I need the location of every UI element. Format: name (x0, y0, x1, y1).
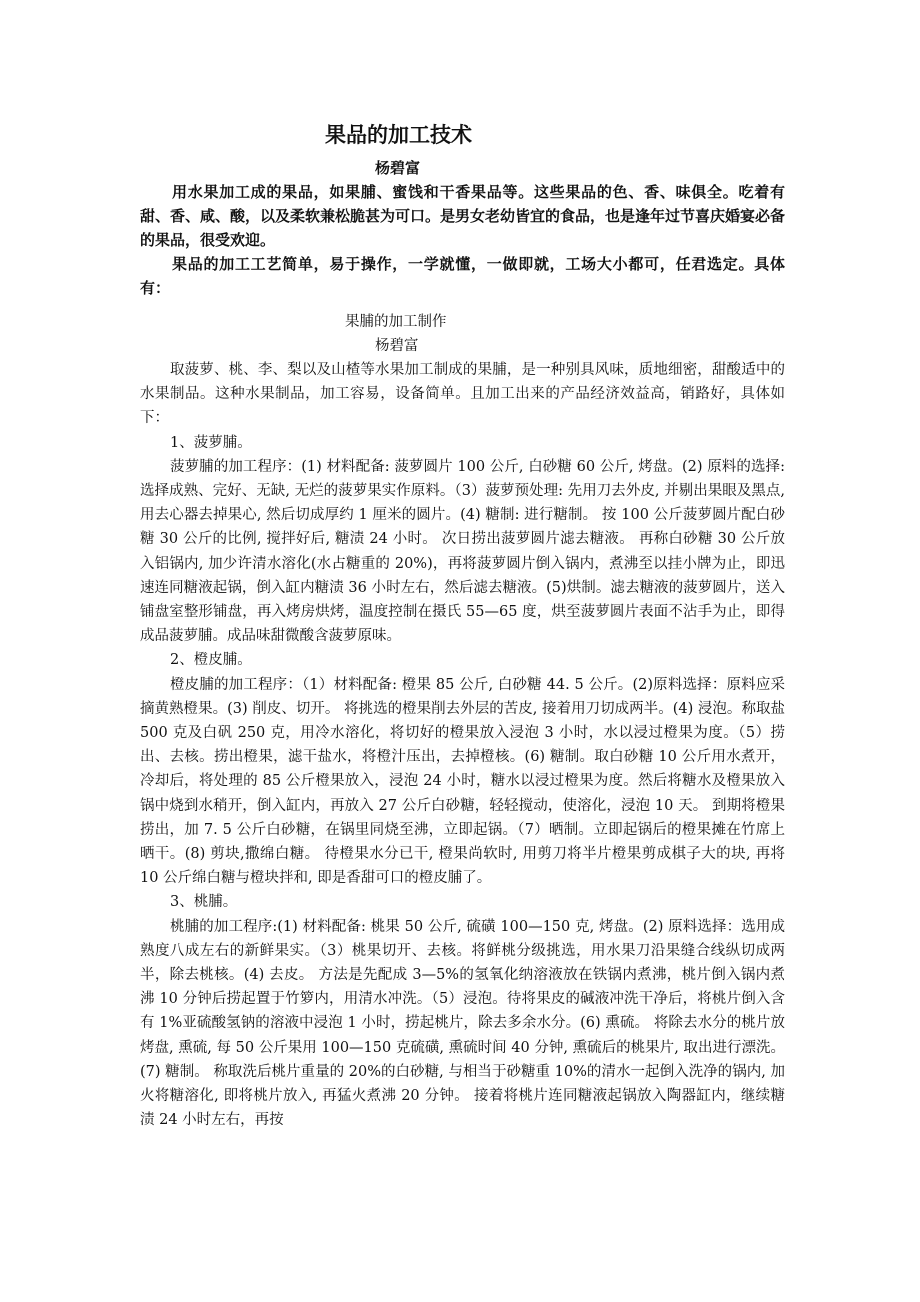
section-author: 杨碧富 (375, 338, 419, 354)
document-author: 杨碧富 (375, 159, 421, 177)
item-heading-orange-peel: 2、橙皮脯。 (170, 652, 252, 669)
item-text-peach: 桃脯的加工程序:(1) 材料配备: 桃果 50 公斤, 硫磺 100—150 克, 烤盘。(2) 原料选择：选用成熟度八成左右的新鲜果实。（3）桃果切开、去核。将鲜桃分级挑选，用水果刀沿果缝合线纵切成两半，除去桃核。(4) 去皮。 方法是先配成 3—5%的氢氧化纳溶液放在铁锅内煮沸，桃片倒入锅内煮沸 10 分钟后捞起置于竹箩内，用清水冲洗。（5）浸泡。待将果皮的碱液冲洗干净后，将桃片倒入含有 1%亚硫酸氢钠的溶液中浸泡 1 小时，捞起桃片，除去多余水分。(6) 熏硫。 将除去水分的桃片放烤盘, 熏硫, 每 50 公斤果用 100—150 克硫磺, 熏硫时间 40 分钟, 熏硫后的桃果片, 取出进行漂洗。(7) 糖制。 称取洗后桃片重量的 20%的白砂糖, 与相当于砂糖重 10%的清水一起倒入洗净的锅内, 加火将糖溶化, 即将桃片放入, 再猛火煮沸 20 分钟。 接着将桃片连同糖液起锅放入陶器缸内，继续糖渍 24 小时左右，再按 (140, 918, 785, 1129)
item-text-pineapple: 菠萝脯的加工程序：(1) 材料配备: 菠萝圆片 100 公斤, 白砂糖 60 公斤, 烤盘。(2) 原料的选择: 选择成熟、完好、无缺, 无烂的菠萝果实作原料。（3）菠萝预处理: 先用刀去外皮, 并剔出果眼及黑点, 用去心器去掉果心, 然后切成厚约 1 厘米的圆片。(4) 糖制: 进行糖制。 按 100 公斤菠萝圆片配白砂糖 30 公斤的比例, 搅拌好后, 糖渍 24 小时。 次日捞出菠萝圆片滤去糖液。 再称白砂糖 30 公斤放入铝锅内, 加少许清水溶化(水占糖重的 20%)，再将菠萝圆片倒入锅内，煮沸至以挂小牌为止，即迅速连同糖液起锅，倒入缸内糖渍 36 小时左右，然后滤去糖液。(5)烘制。滤去糖液的菠萝圆片，送入铺盘室整形铺盘，再入烤房烘烤，温度控制在摄氏 55—65 度，烘至菠萝圆片表面不沾手为止，即得成品菠萝脯。成品味甜微酸含菠萝原味。 (140, 458, 785, 645)
item-heading-peach: 3、桃脯。 (170, 894, 238, 911)
item-text-orange-peel: 橙皮脯的加工程序：（1）材料配备: 橙果 85 公斤, 白砂糖 44. 5 公斤。(2)原料选择：原料应采摘黄熟橙果。(3) 削皮、切开。 将挑选的橙果削去外层的苦皮, 接着用刀切成两半。(4) 浸泡。称取盐 500 克及白矾 250 克，用冷水溶化，将切好的橙果放入浸泡 3 小时，水以浸过橙果为度。（5）捞出、去核。捞出橙果，滤干盐水，将橙汁压出，去掉橙核。(6) 糖制。取白砂糖 10 公斤用水煮开，冷却后，将处理的 85 公斤橙果放入，浸泡 24 小时，糖水以浸过橙果为度。然后将糖水及橙果放入锅中烧到水稍开，倒入缸内，再放入 27 公斤白砂糖，轻轻搅动，使溶化，浸泡 10 天。 到期将橙果捞出，加 7. 5 公斤白砂糖，在锅里同烧至沸，立即起锅。（7）晒制。立即起锅后的橙果摊在竹席上晒干。(8) 剪块,撒绵白糖。 待橙果水分已干, 橙果尚软时, 用剪刀将半片橙果剪成棋子大的块, 再将 10 公斤绵白糖与橙块拌和, 即是香甜可口的橙皮脯了。 (140, 676, 785, 887)
section-intro: 取菠萝、桃、李、梨以及山楂等水果加工制成的果脯，是一种别具风味，质地细密，甜酸适中的水果制品。这种水果制品，加工容易，设备简单。且加工出来的产品经济效益高，销路好，具体如下： (140, 362, 785, 427)
item-heading-pineapple: 1、菠萝脯。 (170, 434, 252, 451)
document-title: 果品的加工技术 (325, 123, 472, 147)
intro-paragraph-2: 果品的加工工艺简单，易于操作，一学就懂，一做即就，工场大小都可，任君选定。具体有： (140, 255, 785, 297)
section-title: 果脯的加工制作 (345, 314, 447, 330)
document-page (140, 118, 785, 1133)
intro-paragraph-1: 用水果加工成的果品，如果脯、蜜饯和干香果品等。这些果品的色、香、味俱全。吃着有甜、香、咸、酸，以及柔软兼松脆甚为可口。是男女老幼皆宜的食品，也是逢年过节喜庆婚宴必备的果品，很受欢迎。 (140, 183, 786, 249)
